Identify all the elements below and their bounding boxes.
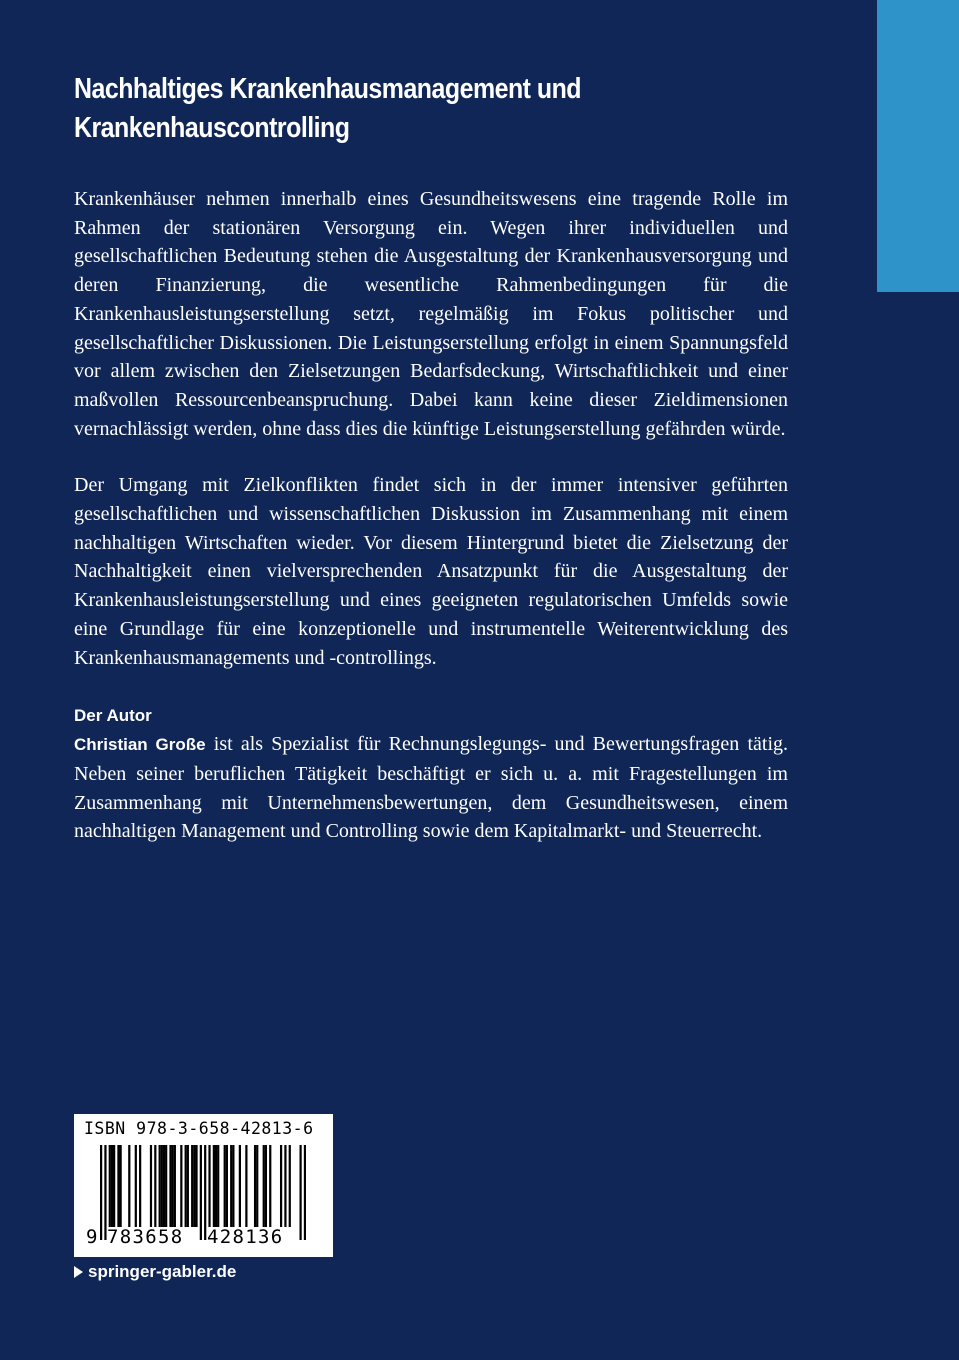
barcode-bar [174,1145,176,1227]
barcode-bar [224,1145,226,1227]
publisher-website[interactable] [74,1262,236,1282]
barcode-bar [185,1145,187,1227]
barcode-bar [263,1145,265,1227]
barcode-bar [193,1145,195,1227]
barcode-bar [280,1145,282,1227]
barcode-bar [163,1145,165,1227]
barcode-bar [226,1145,228,1227]
book-title: Nachhaltiges Krankenhausmanagement und Krankenhauscontrolling [74,73,582,144]
website-label: springer-gabler.de [88,1262,237,1281]
author-bio [74,730,788,846]
author-heading: Der Autor [74,706,152,726]
barcode-bar [265,1145,267,1227]
arrow-right-icon [74,1266,83,1278]
isbn-barcode [74,1114,333,1257]
barcode-bar [135,1145,137,1227]
barcode-bar [191,1145,193,1227]
barcode-bar [284,1145,286,1227]
barcode-bar [109,1145,111,1227]
accent-tab [877,0,959,292]
barcode-bar [154,1145,156,1227]
barcode-bar [289,1145,291,1227]
barcode-bar [139,1145,141,1227]
barcode-bar [200,1145,202,1240]
author-name: Christian Große [74,735,206,755]
author-bio-text: ist als Spezialist für Rechnungslegungs- und Bewertungsfragen tätig. Neben seiner beruflichen Tätigkeit beschäftigt er sich u. a. mit Fragestellungen im Zusammenhang mit Unternehmensbewertungen, dem Gesundheitswesen, einem nachhaltigen Management und Controlling sowie dem Kapitalmarkt- und Steuerrecht. [74,733,788,843]
barcode-bar [245,1145,247,1227]
barcode-bar [128,1145,130,1227]
barcode-bar [117,1145,119,1227]
barcode-bar [269,1145,271,1227]
barcode-bar [204,1145,206,1240]
barcode-bar [232,1145,234,1227]
barcode-bar [180,1145,182,1227]
barcode-bar [159,1145,161,1227]
barcode-bar [239,1145,241,1227]
barcode-bar [150,1145,152,1227]
barcode-bar [113,1145,115,1227]
barcode-lead-digit: 9 [86,1226,98,1248]
blurb-paragraph-1: Krankenhäuser nehmen innerhalb eines Gesundheitswesens eine tragende Rolle im Rahmen der stationären Versorgung ein. Wegen ihrer individuellen und gesellschaftlichen Bedeutung stehen die Ausgestaltung der Krankenhausversorgung und deren Finanzierung, die wesentliche Rahmenbedingungen für die Krankenhausleistungserstellung setzt, regelmäßig im Fokus politischer und gesellschaftlicher Diskussionen. Die Leistungserstellung erfolgt in einem Spannungsfeld vor allem zwischen den Zielsetzungen Bedarfsdeckung, Wirtschaftlichkeit und einer maßvollen Ressourcenbeanspruchung. Dabei kann keine dieser Zieldimensionen vernachlässigt werden, ohne dass dies die künftige Leistungserstellung gefährden würde. [74,188,788,440]
barcode-bar [187,1145,189,1227]
barcode-bar [213,1145,215,1227]
barcode-bar [161,1145,163,1227]
barcode-bar [254,1145,256,1227]
barcode-bar [208,1145,210,1227]
isbn-label: ISBN 978-3-658-42813-6 [84,1119,314,1138]
barcode-bar [215,1145,217,1227]
blurb-paragraph-2: Der Umgang mit Zielkonflikten findet sich in der immer intensiver geführten gesellschaftlichen und wissenschaftlichen Diskussion im Zusammenhang mit einem nachhaltigen Wirtschaften wieder. Vor diesem Hintergrund bietet die Zielsetzung der Nachhaltigkeit einen vielversprechenden Ansatzpunkt für die Ausgestaltung der Krankenhausleistungserstellung und eines geeigneten regulatorischen Umfelds sowie eine Grundlage für eine konzeptionelle und instrumentelle Weiterentwicklung des Krankenhausmanagements und -controllings. [74,474,788,669]
barcode-bar [172,1145,174,1227]
barcode-left-digits: 783658 [107,1226,184,1248]
barcode-bar [299,1145,301,1240]
barcode-right-digits: 428136 [207,1226,284,1248]
barcode-bar [169,1145,171,1227]
barcode-bar [217,1145,219,1227]
barcode-bar [165,1145,167,1227]
barcode-bar [120,1145,122,1227]
barcode-bar [304,1145,306,1240]
barcode-bar [256,1145,258,1227]
barcode-bar [100,1145,102,1240]
barcode-bar [230,1145,232,1227]
back-cover-content [74,70,788,846]
barcode-bar [195,1145,197,1227]
barcode-bar [111,1145,113,1227]
